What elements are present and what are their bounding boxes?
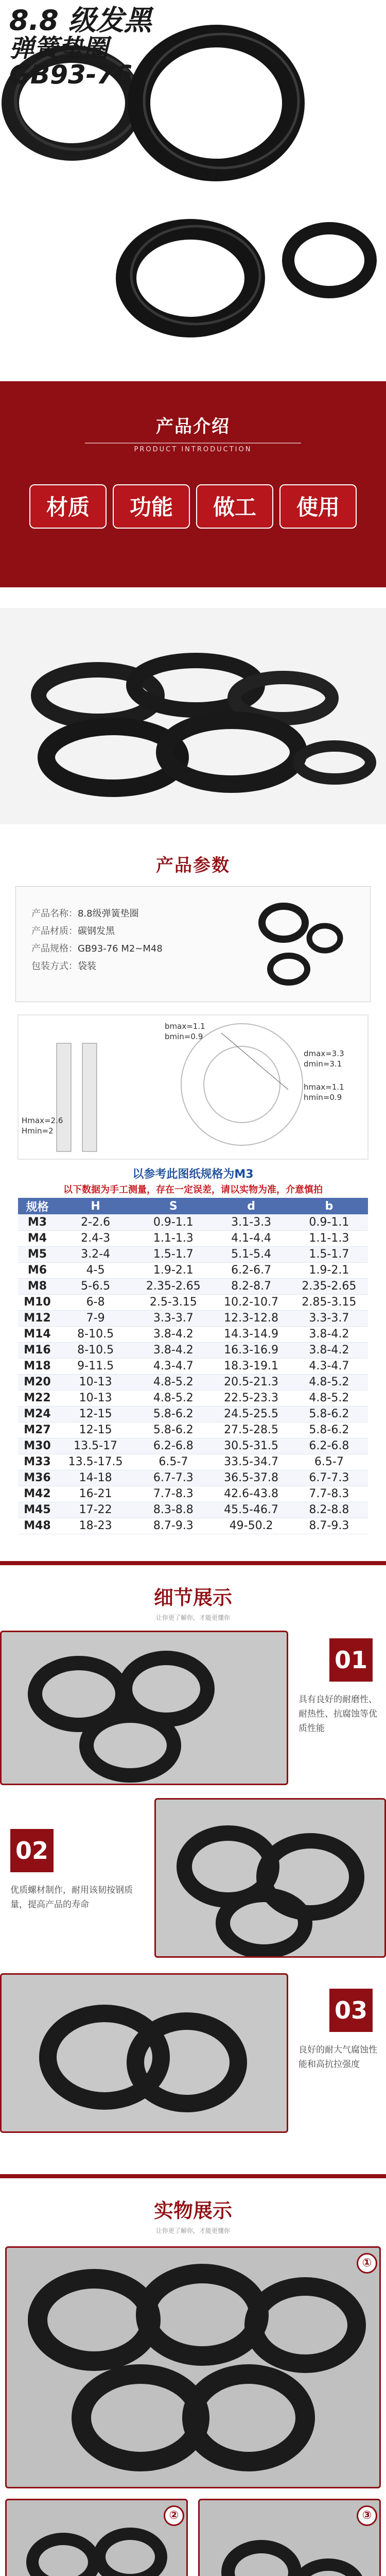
spec-row: [18, 1358, 368, 1374]
spec-cell: 16-21: [57, 1486, 134, 1502]
col-b: b: [290, 1198, 368, 1214]
spec-cell-size: M10: [18, 1294, 57, 1310]
spec-cell: 4.8-5.2: [134, 1390, 212, 1406]
washer-drawing: [0, 1012, 386, 1162]
spec-cell-size: M14: [18, 1326, 57, 1342]
spec-cell: 0.9-1.1: [290, 1214, 368, 1230]
spec-cell-size: M16: [18, 1342, 57, 1358]
measurement-warning: 以下数据为手工测量，存在一定误差，请以实物为准，介意慎拍: [63, 1184, 323, 1195]
detail-photo-1: [0, 1631, 288, 1785]
intro-subtitle: PRODUCT INTRODUCTION: [134, 446, 252, 453]
spec-cell: 13.5-17: [57, 1438, 134, 1454]
spec-table-body: [18, 1214, 368, 1534]
photos-heading: [0, 2195, 386, 2235]
spec-cell: 8.3-8.8: [134, 1502, 212, 1518]
intro-tags: [0, 484, 386, 529]
photo-badge-2: ②: [164, 2505, 184, 2526]
detail-number-01: 01: [329, 1638, 373, 1682]
intro-banner: [0, 381, 386, 587]
spec-cell: 2.35-2.65: [290, 1278, 368, 1294]
detail-text-01: 具有良好的耐磨性、耐热性、抗腐蚀等优质性能: [299, 1694, 377, 1734]
spec-row: [18, 1278, 368, 1294]
spec-cell: 36.5-37.8: [212, 1470, 290, 1486]
spec-cell: 1.5-1.7: [134, 1246, 212, 1262]
photos-header: [0, 2174, 386, 2236]
real-photo-3: [198, 2499, 381, 2576]
reference-note: 以参考此图纸规格为M3: [132, 1168, 254, 1181]
hero-title-line2: 弹簧垫圈: [9, 33, 109, 63]
spec-cell: 0.9-1.1: [134, 1214, 212, 1230]
hero-title-line3: GB93-76: [9, 60, 133, 90]
spec-cell: 6.2-6.8: [290, 1438, 368, 1454]
spec-cell: 6.5-7: [134, 1454, 212, 1470]
spec-cell: 18.3-19.1: [212, 1358, 290, 1374]
spec-cell: 10-13: [57, 1374, 134, 1390]
spec-cell: 5.8-6.2: [134, 1406, 212, 1422]
spec-cell: 1.1-1.3: [290, 1230, 368, 1246]
spec-cell: 2-2.6: [57, 1214, 134, 1230]
tag-material: 材质: [29, 484, 107, 529]
product-photo: [0, 608, 386, 824]
spec-cell: 3.3-3.7: [290, 1310, 368, 1326]
spec-cell-size: M8: [18, 1278, 57, 1294]
spec-cell: 33.5-34.7: [212, 1454, 290, 1470]
spec-cell: 6.7-7.3: [290, 1470, 368, 1486]
detail-number-03: 03: [329, 1989, 373, 2032]
spec-cell-size: M45: [18, 1502, 57, 1518]
real-photo-2: [5, 2499, 188, 2576]
spec-cell: 12.3-12.8: [212, 1310, 290, 1326]
spec-cell: 6.7-7.3: [134, 1470, 212, 1486]
spec-cell-size: M20: [18, 1374, 57, 1390]
spec-table: [18, 1198, 368, 1534]
spec-cell: 8.7-9.3: [290, 1518, 368, 1534]
spec-table-header: [18, 1198, 368, 1214]
photo-badge-3: ③: [357, 2505, 377, 2526]
photos-subtitle: 让你更了解你，才能更懂你: [155, 2227, 230, 2234]
params-title: 产品参数: [156, 855, 230, 876]
real-photo-1: [5, 2246, 381, 2488]
detail-photo-2: [154, 1798, 386, 1958]
spec-cell: 6.2-6.8: [134, 1438, 212, 1454]
intro-title: 产品介绍: [156, 416, 230, 437]
spec-cell-size: M5: [18, 1246, 57, 1262]
spec-cell: 7.7-8.3: [290, 1486, 368, 1502]
spec-cell: 5.8-6.2: [290, 1422, 368, 1438]
spec-row: [18, 1326, 368, 1342]
detail-photo-3: [0, 1973, 288, 2133]
spec-cell: 2.35-2.65: [134, 1278, 212, 1294]
detail-number-02: 02: [10, 1829, 54, 1872]
spec-cell: 12-15: [57, 1422, 134, 1438]
label-dmin: dmin=3.1: [304, 1059, 342, 1069]
hero-title: [9, 6, 151, 89]
spec-cell-size: M3: [18, 1214, 57, 1230]
hero-title-line1: 8.8 级发黑: [9, 4, 152, 37]
spec-cell: 2.5-3.15: [134, 1294, 212, 1310]
label-bmax: bmax=1.1: [165, 1022, 205, 1031]
spec-cell: 10.2-10.7: [212, 1294, 290, 1310]
label-bmin: bmin=0.9: [165, 1032, 203, 1041]
label-dmax: dmax=3.3: [304, 1049, 344, 1058]
spec-row: [18, 1470, 368, 1486]
col-s: S: [134, 1198, 212, 1214]
spec-cell-size: M42: [18, 1486, 57, 1502]
spec-cell: 13.5-17.5: [57, 1454, 134, 1470]
product-washers-image: [0, 608, 386, 824]
spec-cell-size: M6: [18, 1262, 57, 1278]
col-h: H: [57, 1198, 134, 1214]
params-washers-image: [248, 892, 350, 995]
spec-cell: 24.5-25.5: [212, 1406, 290, 1422]
spec-cell: 3.3-3.7: [134, 1310, 212, 1326]
spec-row: [18, 1214, 368, 1230]
spec-row: [18, 1374, 368, 1390]
spec-cell: 4.8-5.2: [134, 1374, 212, 1390]
params-panel: [15, 886, 371, 1002]
spec-cell: 4.3-4.7: [290, 1358, 368, 1374]
spec-cell: 3.8-4.2: [134, 1342, 212, 1358]
spec-cell: 6-8: [57, 1294, 134, 1310]
tag-function: 功能: [113, 484, 190, 529]
hero-washer-right: [288, 228, 371, 292]
technical-drawing: [0, 1012, 386, 1162]
param-row-name: 产品名称：8.8级弹簧垫圈: [31, 908, 139, 919]
hero-section: [0, 0, 386, 350]
spec-row: [18, 1342, 368, 1358]
spec-cell: 9-11.5: [57, 1358, 134, 1374]
spec-cell: 4.1-4.4: [212, 1230, 290, 1246]
label-hmax: hmax=1.1: [304, 1082, 344, 1092]
tag-workmanship: 做工: [196, 484, 273, 529]
spec-cell: 7-9: [57, 1310, 134, 1326]
spec-cell-size: M30: [18, 1438, 57, 1454]
spec-cell: 3.8-4.2: [134, 1326, 212, 1342]
spec-cell: 8.2-8.7: [212, 1278, 290, 1294]
spec-cell: 42.6-43.8: [212, 1486, 290, 1502]
hero-washer-center-highlight: [144, 34, 299, 168]
spec-cell-size: M22: [18, 1390, 57, 1406]
spec-cell-size: M33: [18, 1454, 57, 1470]
spec-row: [18, 1230, 368, 1246]
intro-divider: [85, 443, 301, 444]
spec-row: [18, 1294, 368, 1310]
spec-cell-size: M36: [18, 1470, 57, 1486]
spec-cell: 49-50.2: [212, 1518, 290, 1534]
spec-cell-size: M18: [18, 1358, 57, 1374]
spec-cell: 1.1-1.3: [134, 1230, 212, 1246]
spec-cell: 10-13: [57, 1390, 134, 1406]
spec-row: [18, 1422, 368, 1438]
label-Hmax: Hmax=2.6: [22, 1116, 63, 1125]
details-heading: [0, 1582, 386, 1622]
spec-row: [18, 1406, 368, 1422]
spec-row: [18, 1518, 368, 1534]
spec-row: [18, 1502, 368, 1518]
spec-cell: 45.5-46.7: [212, 1502, 290, 1518]
spec-cell: 17-22: [57, 1502, 134, 1518]
details-subtitle: 让你更了解你，才能更懂你: [155, 1614, 230, 1621]
spec-cell: 8.2-8.8: [290, 1502, 368, 1518]
details-top-bar: [0, 1561, 386, 1565]
spec-row: [18, 1390, 368, 1406]
spec-cell: 30.5-31.5: [212, 1438, 290, 1454]
spec-cell: 14.3-14.9: [212, 1326, 290, 1342]
spec-cell: 5.8-6.2: [290, 1406, 368, 1422]
spec-cell: 6.2-6.7: [212, 1262, 290, 1278]
spec-cell: 8-10.5: [57, 1342, 134, 1358]
spec-row: [18, 1310, 368, 1326]
photos-top-bar: [0, 2174, 386, 2178]
hero-washer-bottom-highlight: [131, 226, 260, 324]
spec-row: [18, 1454, 368, 1470]
spec-cell: 3.2-4: [57, 1246, 134, 1262]
photos-title: 实物展示: [153, 2199, 232, 2222]
spec-cell: 5.1-5.4: [212, 1246, 290, 1262]
spec-cell: 1.9-2.1: [290, 1262, 368, 1278]
params-list: [31, 905, 163, 975]
spec-cell: 18-23: [57, 1518, 134, 1534]
spec-cell: 2.4-3: [57, 1230, 134, 1246]
spec-cell: 4.8-5.2: [290, 1390, 368, 1406]
spec-cell: 12-15: [57, 1406, 134, 1422]
param-row-material: 产品材质：碳钢发黑: [31, 926, 115, 937]
spec-cell: 1.5-1.7: [290, 1246, 368, 1262]
col-d: d: [212, 1198, 290, 1214]
spec-cell: 3.1-3.3: [212, 1214, 290, 1230]
spec-cell: 22.5-23.3: [212, 1390, 290, 1406]
details-header: [0, 1561, 386, 1623]
spec-cell: 8-10.5: [57, 1326, 134, 1342]
tag-usage: 使用: [279, 484, 357, 529]
spec-row: [18, 1246, 368, 1262]
detail-text-02: 优质螺材制作，耐用该韧按钢质量，提高产品的寿命: [10, 1885, 133, 1910]
spec-cell-size: M24: [18, 1406, 57, 1422]
photo-badge-1: ①: [357, 2253, 377, 2274]
spec-cell: 1.9-2.1: [134, 1262, 212, 1278]
spec-cell-size: M4: [18, 1230, 57, 1246]
spec-cell: 4.3-4.7: [134, 1358, 212, 1374]
spec-cell: 2.85-3.15: [290, 1294, 368, 1310]
spec-cell: 5-6.5: [57, 1278, 134, 1294]
details-title: 细节展示: [153, 1586, 232, 1609]
spec-cell: 3.8-4.2: [290, 1326, 368, 1342]
label-hmin: hmin=0.9: [304, 1093, 342, 1102]
spec-cell-size: M48: [18, 1518, 57, 1534]
label-Hmin: Hmin=2: [22, 1126, 54, 1136]
spec-cell: 4-5: [57, 1262, 134, 1278]
spec-cell: 6.5-7: [290, 1454, 368, 1470]
spec-cell-size: M27: [18, 1422, 57, 1438]
param-row-spec: 产品规格：GB93-76 M2~M48: [31, 943, 163, 954]
params-header: [0, 845, 386, 881]
spec-cell: 7.7-8.3: [134, 1486, 212, 1502]
spec-row: [18, 1262, 368, 1278]
spec-cell: 20.5-21.3: [212, 1374, 290, 1390]
spec-cell: 8.7-9.3: [134, 1518, 212, 1534]
spec-row: [18, 1438, 368, 1454]
param-row-package: 包装方式：袋装: [31, 961, 96, 972]
spec-cell: 5.8-6.2: [134, 1422, 212, 1438]
spec-cell: 4.8-5.2: [290, 1374, 368, 1390]
col-spec: 规格: [18, 1198, 57, 1214]
detail-text-03: 良好的耐大气腐蚀性能和高抗拉强度: [299, 2045, 377, 2070]
spec-cell: 27.5-28.5: [212, 1422, 290, 1438]
spec-cell: 3.8-4.2: [290, 1342, 368, 1358]
spec-cell-size: M12: [18, 1310, 57, 1326]
spec-cell: 14-18: [57, 1470, 134, 1486]
spec-row: [18, 1486, 368, 1502]
spec-cell: 16.3-16.9: [212, 1342, 290, 1358]
